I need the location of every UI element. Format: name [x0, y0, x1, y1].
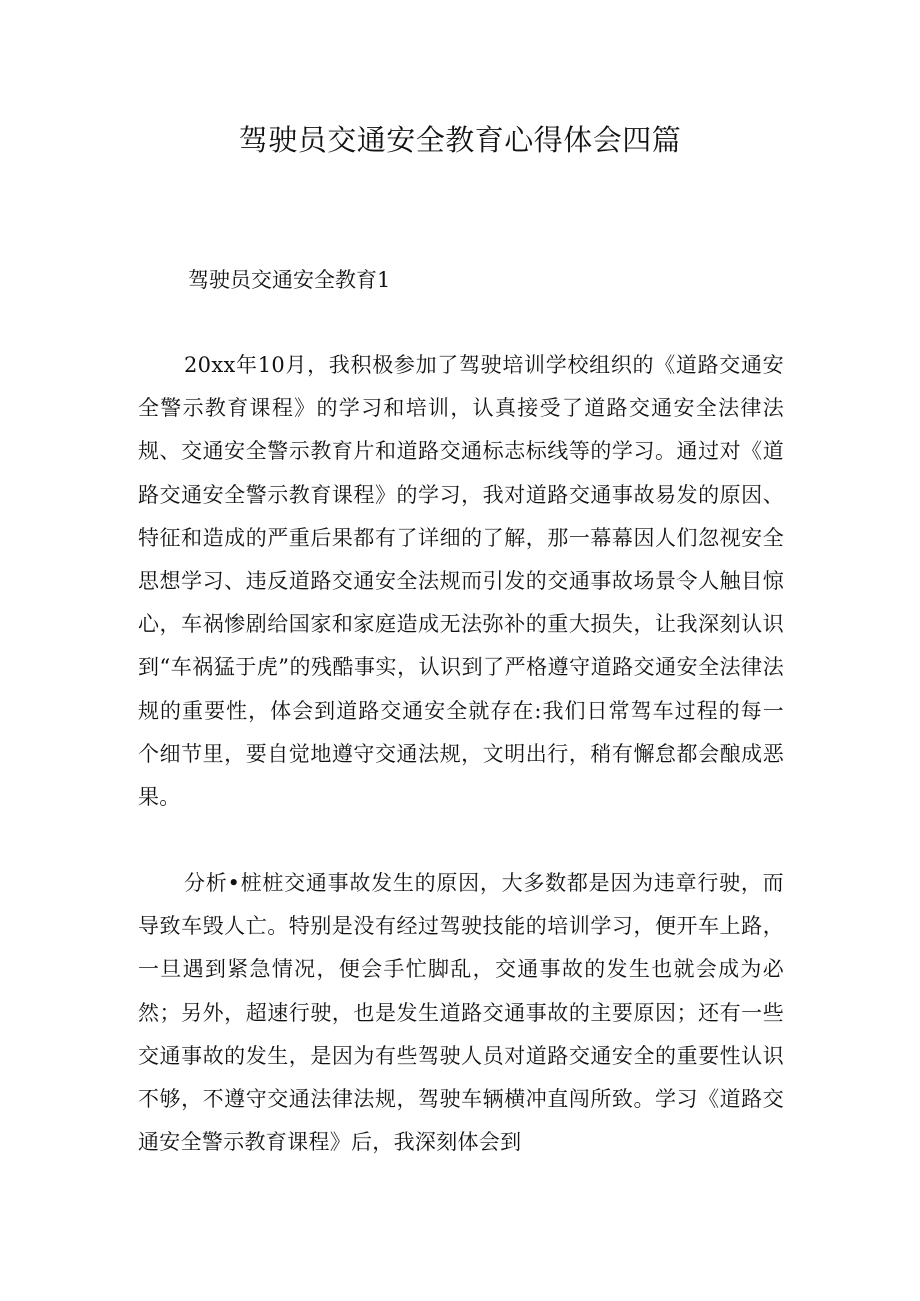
body-paragraph-2: 分析•桩桩交通事故发生的原因，大多数都是因为违章行驶，而导致车毁人亡。特别是没有经过驾驶技能的培训学习，便开车上路，一旦遇到紧急情况，便会手忙脚乱，交通事故的发生也就会成为必然；另外，超速行驶，也是发生道路交通事故的主要原因；还有一些交通事故的发生，是因为有些驾驶人员对道路交通安全的重要性认识不够，不遵守交通法律法规，驾驶车辆横冲直闯所致。学习《道路交通安全警示教育课程》后，我深刻体会到 [138, 871, 784, 1155]
document-title: 驾驶员交通安全教育心得体会四篇 [238, 123, 682, 157]
body-paragraph-1: 20xx年10月，我积极参加了驾驶培训学校组织的《道路交通安全警示教育课程》的学习和培训，认真接受了道路交通安全法律法规、交通安全警示教育片和道路交通标志标线等的学习。通过对《道路交通安全警示教育课程》的学习，我对道路交通事故易发的原因、特征和造成的严重后果都有了详细的了解，那一幕幕因人们忽视安全思想学习、违反道路交通安全法规而引发的交通事故场景令人触目惊心，车祸惨剧给国家和家庭造成无法弥补的重大损失，让我深刻认识到“车祸猛于虎”的残酷事实，认识到了严格遵守道路交通安全法律法规的重要性，体会到道路交通安全就存在:我们日常驾车过程的每一个细节里，要自觉地遵守交通法规，文明出行，稍有懈怠都会酿成恶果。 [138, 353, 784, 810]
section-heading: 驾驶员交通安全教育1 [188, 268, 391, 292]
